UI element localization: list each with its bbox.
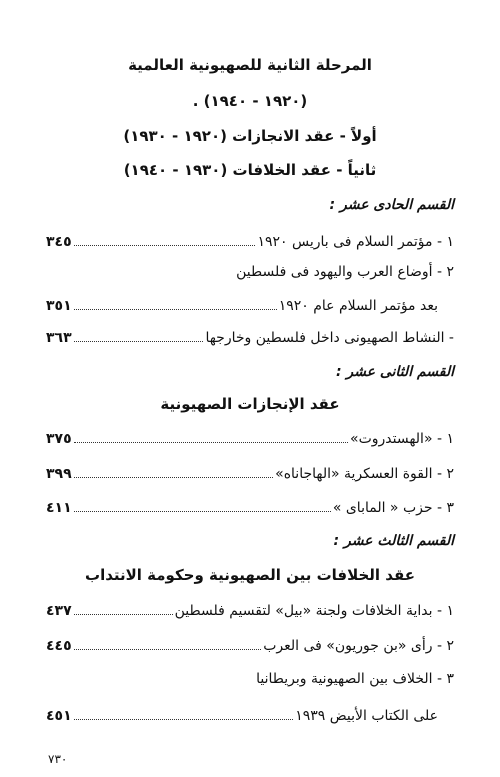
section-twelve-heading: القسم الثانى عشر : [335,364,454,380]
toc-entry-line: ٢ - أوضاع العرب واليهود فى فلسطين [236,264,454,280]
toc-entry-text: بعد مؤتمر السلام عام ١٩٢٠ [278,298,438,314]
dot-leader [74,477,273,478]
dot-leader [74,719,294,720]
decade-two-title: ثانياً - عقد الخلافات (١٩٣٠ - ١٩٤٠) [123,161,377,179]
toc-entry-page: ٤٣٧ [46,603,72,619]
section-thirteen-heading: القسم الثالث عشر : [333,533,454,549]
dot-leader [74,649,262,650]
decade-one-title: أولاً - عقد الانجازات (١٩٢٠ - ١٩٣٠) [123,127,377,145]
toc-entry-text: ٢ - رأى «بن جوريون» فى العرب [263,638,454,654]
dot-leader [74,511,331,512]
toc-entry-text: ١ - بداية الخلافات ولجنة «بيل» لتقسيم فلسطين [174,603,454,619]
toc-entry [46,496,454,516]
toc-entry-text: ١ - «الهستدروت» [350,431,454,447]
toc-entry-page: ٣٧٥ [46,431,72,447]
toc-entry-page: ٣٥١ [46,298,72,314]
dot-leader [74,614,173,615]
dot-leader [74,341,204,342]
toc-entry [46,462,454,482]
dot-leader [74,442,348,443]
toc-entry-line: ٣ - الخلاف بين الصهيونية وبريطانيا [256,671,454,687]
page-number: ٧٣٠ [48,752,68,766]
part-years: (١٩٢٠ - ١٩٤٠) . [192,92,308,110]
toc-entry [46,634,454,654]
toc-entry [46,230,454,250]
toc-entry-text: ١ - مؤتمر السلام فى باريس ١٩٢٠ [257,234,454,250]
toc-entry [46,427,454,447]
section-twelve-subtitle: عقد الإنجازات الصهيونية [160,395,340,413]
toc-entry-text: ٢ - القوة العسكرية «الهاجاناه» [275,466,454,482]
dot-leader [74,309,277,310]
toc-entry-page: ٤١١ [46,500,72,516]
toc-entry [46,704,454,724]
toc-entry-text: على الكتاب الأبيض ١٩٣٩ [295,708,438,724]
dot-leader [74,245,256,246]
part-title: المرحلة الثانية للصهيونية العالمية [128,56,372,74]
toc-entry-page: ٣٤٥ [46,234,72,250]
toc-entry-page: ٣٩٩ [46,466,72,482]
toc-entry-text: ٣ - حزب « الماباى » [332,500,454,516]
toc-entry-text: - النشاط الصهيونى داخل فلسطين وخارجها [205,330,454,346]
toc-entry [46,599,454,619]
section-thirteen-subtitle: عقد الخلافات بين الصهيونية وحكومة الانتداب [85,566,415,584]
toc-entry-page: ٣٦٣ [46,330,72,346]
section-eleven-heading: القسم الحادى عشر : [329,197,454,213]
toc-entry [46,294,454,314]
toc-entry-page: ٤٤٥ [46,638,72,654]
toc-entry [46,326,454,346]
toc-entry-page: ٤٥١ [46,708,72,724]
